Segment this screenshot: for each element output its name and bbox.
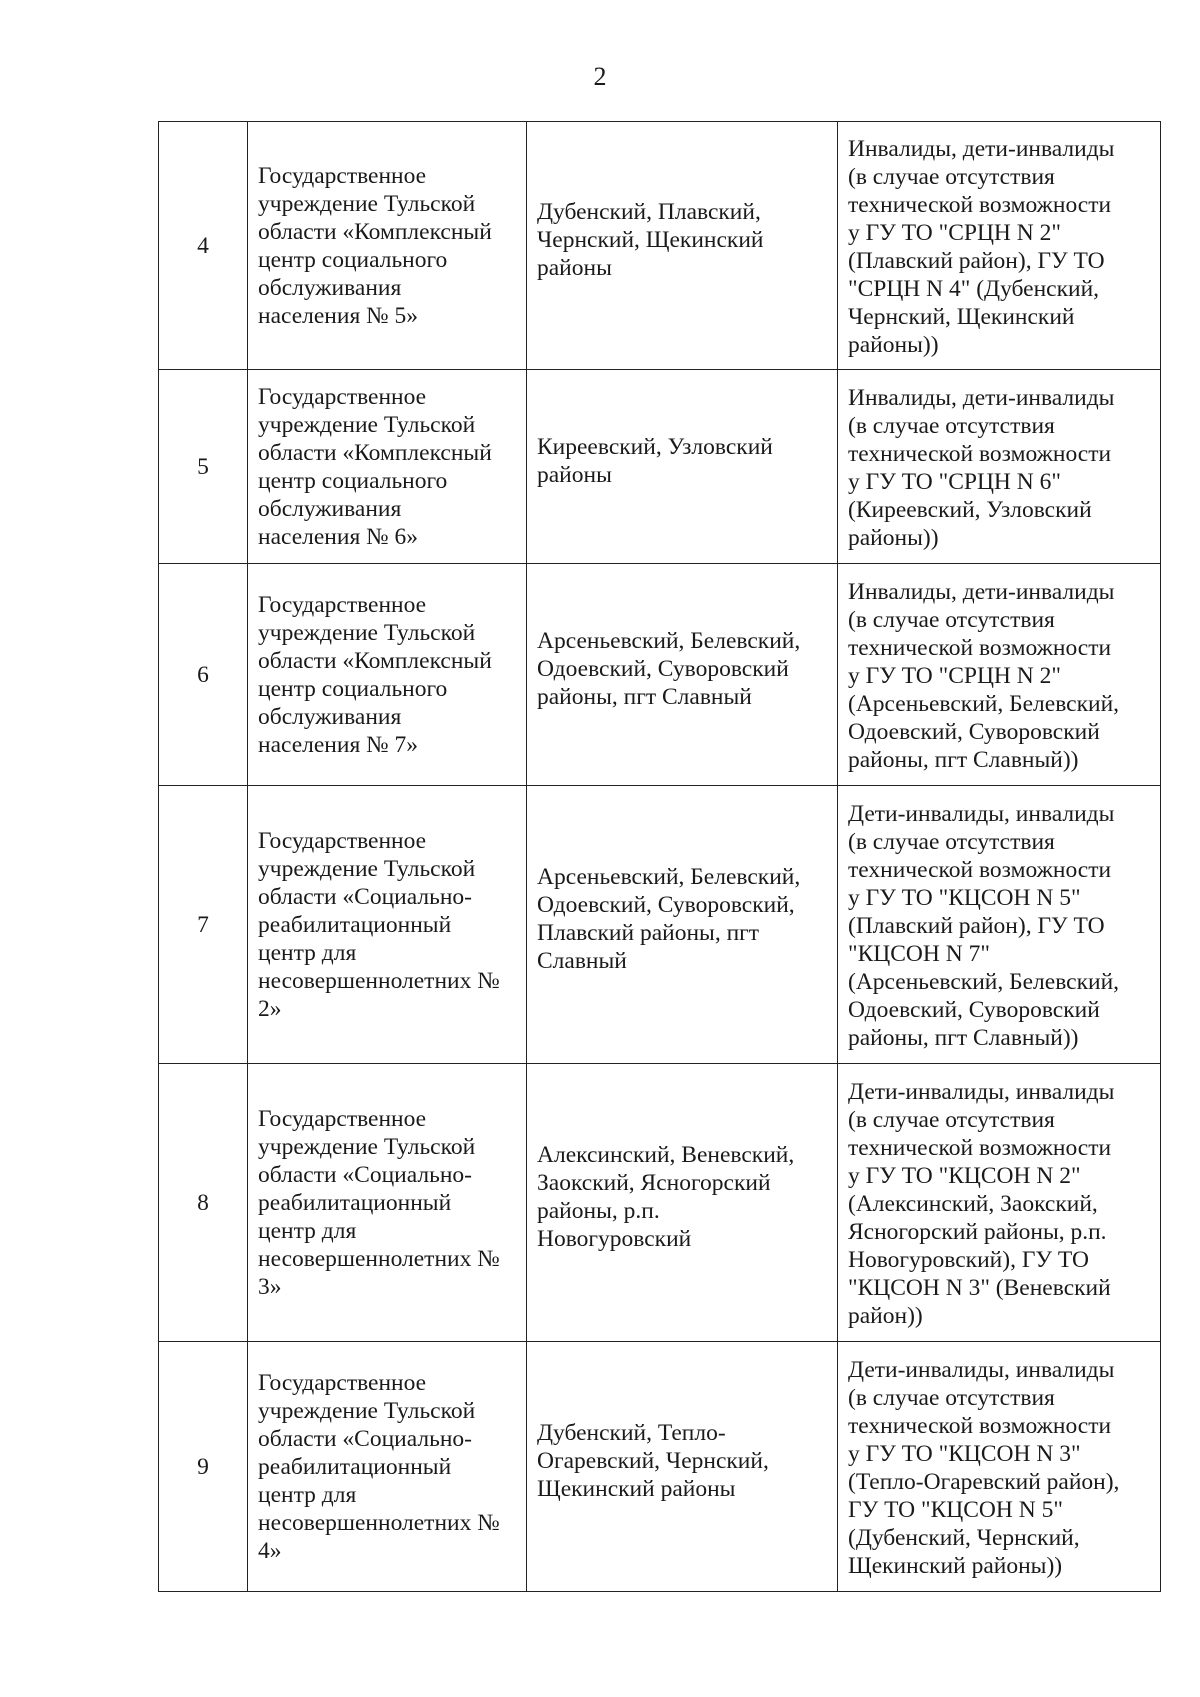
table-row <box>159 122 1161 370</box>
table-row <box>159 370 1161 564</box>
districts-cell <box>527 1342 838 1592</box>
row-number-cell <box>159 122 248 370</box>
category-cell <box>838 1342 1161 1592</box>
table-row <box>159 1342 1161 1592</box>
districts-cell <box>527 564 838 786</box>
districts-text: Арсеньевский, Белевский, Одоевский, Суворовский районы, пгт Славный <box>537 627 801 710</box>
category-text: Инвалиды, дети-инвалиды (в случае отсутствия технической возможности у ГУ ТО "СРЦН N 2" (Арсеньевский, Белевский, Одоевский, Суворовский районы, пгт Славный)) <box>848 579 1120 773</box>
row-number: 5 <box>197 453 209 480</box>
districts-text: Киреевский, Узловский районы <box>537 433 773 488</box>
table-row <box>159 1064 1161 1342</box>
category-text: Инвалиды, дети-инвалиды (в случае отсутствия технической возможности у ГУ ТО "СРЦН N 6" (Киреевский, Узловский районы)) <box>848 385 1115 551</box>
organization-cell <box>248 122 527 370</box>
districts-cell <box>527 786 838 1064</box>
row-number-cell <box>159 370 248 564</box>
organization-name: Государственное учреждение Тульской области «Комплексный центр социального обслуживания населения № 7» <box>258 591 492 758</box>
districts-text: Дубенский, Плавский, Чернский, Щекинский районы <box>537 198 764 281</box>
districts-text: Дубенский, Тепло- Огаревский, Чернский, Щекинский районы <box>537 1419 769 1502</box>
organization-name: Государственное учреждение Тульской области «Комплексный центр социального обслуживания населения № 6» <box>258 383 492 550</box>
page-number: 2 <box>593 62 607 91</box>
organization-name: Государственное учреждение Тульской области «Социально- реабилитационный центр для несовершеннолетних № 3» <box>258 1105 500 1300</box>
category-cell <box>838 1064 1161 1342</box>
organization-cell <box>248 1064 527 1342</box>
category-cell <box>838 122 1161 370</box>
districts-text: Арсеньевский, Белевский, Одоевский, Суворовский, Плавский районы, пгт Славный <box>537 863 801 974</box>
organization-cell <box>248 1342 527 1592</box>
institutions-table <box>158 121 1161 1592</box>
table-row <box>159 564 1161 786</box>
category-text: Инвалиды, дети-инвалиды (в случае отсутствия технической возможности у ГУ ТО "СРЦН N 2" (Плавский район), ГУ ТО "СРЦН N 4" (Дубенский, Чернский, Щекинский районы)) <box>848 136 1115 358</box>
districts-text: Алексинский, Веневский, Заокский, Ясногорский районы, р.п. Новогуровский <box>537 1141 795 1252</box>
category-text: Дети-инвалиды, инвалиды (в случае отсутствия технической возможности у ГУ ТО "КЦСОН N 5" (Плавский район), ГУ ТО "КЦСОН N 7" (Арсеньевский, Белевский, Одоевский, Суворовский районы, пгт Славный)) <box>848 801 1120 1051</box>
row-number: 4 <box>197 232 209 259</box>
organization-name: Государственное учреждение Тульской области «Социально- реабилитационный центр для несовершеннолетних № 4» <box>258 1369 500 1564</box>
districts-cell <box>527 122 838 370</box>
row-number: 8 <box>197 1189 209 1216</box>
districts-cell <box>527 1064 838 1342</box>
organization-name: Государственное учреждение Тульской области «Социально- реабилитационный центр для несовершеннолетних № 2» <box>258 827 500 1022</box>
organization-cell <box>248 564 527 786</box>
row-number: 6 <box>197 661 209 688</box>
districts-cell <box>527 370 838 564</box>
organization-cell <box>248 370 527 564</box>
organization-cell <box>248 786 527 1064</box>
row-number: 9 <box>197 1453 209 1480</box>
row-number-cell <box>159 564 248 786</box>
table-row <box>159 786 1161 1064</box>
category-text: Дети-инвалиды, инвалиды (в случае отсутствия технической возможности у ГУ ТО "КЦСОН N 3" (Тепло-Огаревский район), ГУ ТО "КЦСОН N 5" (Дубенский, Чернский, Щекинский районы)) <box>848 1357 1120 1579</box>
category-cell <box>838 370 1161 564</box>
row-number-cell <box>159 1064 248 1342</box>
row-number-cell <box>159 786 248 1064</box>
category-cell <box>838 786 1161 1064</box>
organization-name: Государственное учреждение Тульской области «Комплексный центр социального обслуживания населения № 5» <box>258 162 492 329</box>
row-number-cell <box>159 1342 248 1592</box>
row-number: 7 <box>197 911 209 938</box>
category-text: Дети-инвалиды, инвалиды (в случае отсутствия технической возможности у ГУ ТО "КЦСОН N 2" (Алексинский, Заокский, Ясногорский районы, р.п. Новогуровский), ГУ ТО "КЦСОН N 3" (Веневский район)) <box>848 1079 1115 1329</box>
category-cell <box>838 564 1161 786</box>
